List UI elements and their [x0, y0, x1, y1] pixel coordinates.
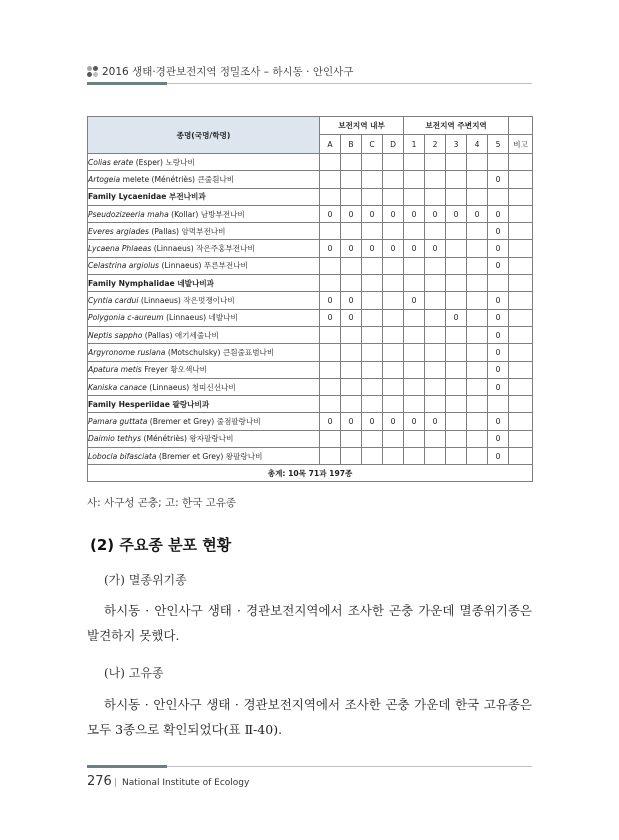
scientific-name: Lycaena Phlaeas — [88, 244, 152, 254]
remark-cell — [509, 344, 533, 361]
korean-name: 노랑나비 — [165, 157, 195, 167]
empty-header-cell — [509, 117, 533, 135]
occurrence-cell: 0 — [488, 448, 509, 465]
occurrence-cell — [362, 378, 383, 395]
occurrence-cell — [383, 171, 404, 188]
occurrence-cell — [467, 378, 488, 395]
running-header — [87, 63, 532, 83]
occurrence-cell: 0 — [488, 240, 509, 257]
occurrence-cell — [320, 430, 341, 447]
remark-cell — [509, 292, 533, 309]
remark-cell — [509, 361, 533, 378]
remark-cell — [509, 257, 533, 274]
occurrence-cell: 0 — [488, 205, 509, 222]
occurrence-cell — [320, 448, 341, 465]
remark-cell — [509, 309, 533, 326]
occurrence-cell — [383, 344, 404, 361]
occurrence-cell — [404, 171, 425, 188]
header-rule — [87, 82, 532, 85]
occurrence-cell — [383, 257, 404, 274]
occurrence-cell — [446, 257, 467, 274]
occurrence-cell — [446, 223, 467, 240]
species-row — [88, 344, 533, 361]
occurrence-cell — [425, 378, 446, 395]
species-row — [88, 205, 533, 222]
occurrence-cell — [467, 257, 488, 274]
remark-cell — [509, 413, 533, 430]
occurrence-cell — [320, 361, 341, 378]
occurrence-cell — [446, 240, 467, 257]
table-footnote: 사: 사구성 곤충; 고: 한국 고유종 — [87, 497, 237, 509]
family-row — [88, 275, 533, 292]
occurrence-cell — [404, 378, 425, 395]
occurrence-cell — [383, 326, 404, 343]
occurrence-cell: 0 — [404, 413, 425, 430]
occurrence-cell — [362, 154, 383, 171]
occurrence-cell: 0 — [446, 309, 467, 326]
species-name — [88, 154, 320, 171]
species-row — [88, 326, 533, 343]
subcolumn-header: 5 — [488, 135, 509, 154]
occurrence-cell: 0 — [488, 361, 509, 378]
korean-name: 큰줄흰나비 — [197, 174, 235, 184]
occurrence-cell — [425, 309, 446, 326]
family-name: Family Lycaenidae 부전나비과 — [88, 188, 320, 205]
occurrence-cell — [341, 154, 362, 171]
korean-name: 남방부전나비 — [200, 209, 245, 219]
korean-name: 황오색나비 — [170, 365, 208, 375]
occurrence-cell — [404, 154, 425, 171]
occurrence-cell: 0 — [341, 413, 362, 430]
occurrence-cell: 0 — [446, 205, 467, 222]
remark-cell — [509, 448, 533, 465]
occurrence-cell — [362, 292, 383, 309]
occurrence-cell — [404, 326, 425, 343]
author-name: (Bremer et Grey) — [149, 417, 215, 427]
subcolumn-header: D — [383, 135, 404, 154]
species-name — [88, 240, 320, 257]
occurrence-cell — [425, 344, 446, 361]
subcolumn-header: 2 — [425, 135, 446, 154]
species-row — [88, 448, 533, 465]
species-row — [88, 257, 533, 274]
occurrence-cell — [446, 292, 467, 309]
author-name: (Linnaeus) — [161, 261, 202, 271]
occurrence-cell — [467, 326, 488, 343]
occurrence-cell — [383, 154, 404, 171]
species-row — [88, 154, 533, 171]
occurrence-cell — [320, 257, 341, 274]
occurrence-cell — [467, 292, 488, 309]
occurrence-cell — [383, 223, 404, 240]
scientific-name: Kaniska canace — [88, 382, 147, 392]
author-name: (Pallas) — [144, 330, 173, 340]
family-name: Family Nymphalidae 네발나비과 — [88, 275, 320, 292]
occurrence-cell — [383, 292, 404, 309]
korean-name: 청띠신선나비 — [191, 382, 236, 392]
species-name — [88, 361, 320, 378]
subcolumn-header: A — [320, 135, 341, 154]
occurrence-cell — [320, 326, 341, 343]
family-name: Family Hesperiidae 팔랑나비과 — [88, 396, 320, 413]
occurrence-cell: 0 — [320, 205, 341, 222]
occurrence-cell: 0 — [383, 240, 404, 257]
scientific-name: Neptis sappho — [88, 330, 143, 340]
occurrence-cell — [383, 378, 404, 395]
occurrence-cell — [341, 223, 362, 240]
occurrence-cell — [446, 378, 467, 395]
occurrence-cell — [362, 326, 383, 343]
occurrence-cell — [446, 361, 467, 378]
occurrence-cell — [341, 326, 362, 343]
occurrence-cell — [467, 309, 488, 326]
korean-name: 애기세줄나비 — [174, 330, 219, 340]
occurrence-cell — [446, 344, 467, 361]
species-row — [88, 171, 533, 188]
remark-cell — [509, 326, 533, 343]
occurrence-cell — [446, 171, 467, 188]
occurrence-cell: 0 — [425, 205, 446, 222]
scientific-name: Pamara guttata — [88, 417, 148, 427]
occurrence-cell: 0 — [320, 413, 341, 430]
species-name — [88, 430, 320, 447]
korean-name: 작은멋쟁이나비 — [183, 296, 235, 306]
author-name: (Motschulsky) — [167, 347, 221, 357]
occurrence-cell — [488, 154, 509, 171]
occurrence-cell — [320, 378, 341, 395]
occurrence-cell — [341, 344, 362, 361]
author-name: (Esper) — [135, 157, 164, 167]
species-name — [88, 292, 320, 309]
species-row — [88, 240, 533, 257]
occurrence-cell — [467, 223, 488, 240]
occurrence-cell — [446, 430, 467, 447]
occurrence-cell — [341, 430, 362, 447]
occurrence-cell: 0 — [383, 413, 404, 430]
korean-name: 네발나비 — [208, 313, 238, 323]
occurrence-cell — [404, 361, 425, 378]
occurrence-cell — [425, 171, 446, 188]
author-name: (Linnaeus) — [153, 244, 194, 254]
occurrence-cell: 0 — [404, 292, 425, 309]
species-name — [88, 309, 320, 326]
korean-name: 줄점팔랑나비 — [216, 417, 261, 427]
occurrence-cell — [425, 223, 446, 240]
korean-name: 작은주홍부전나비 — [196, 244, 255, 254]
occurrence-cell — [467, 154, 488, 171]
species-row — [88, 223, 533, 240]
occurrence-cell: 0 — [488, 223, 509, 240]
remark-cell — [509, 240, 533, 257]
scientific-name: Everes argiades — [88, 226, 149, 236]
occurrence-cell: 0 — [488, 378, 509, 395]
species-row — [88, 292, 533, 309]
occurrence-cell: 0 — [320, 292, 341, 309]
occurrence-cell: 0 — [488, 344, 509, 361]
occurrence-cell — [362, 344, 383, 361]
occurrence-cell — [404, 448, 425, 465]
occurrence-cell — [425, 292, 446, 309]
occurrence-cell — [467, 361, 488, 378]
occurrence-cell: 0 — [488, 309, 509, 326]
occurrence-cell — [404, 309, 425, 326]
species-name — [88, 171, 320, 188]
occurrence-cell: 0 — [362, 240, 383, 257]
occurrence-cell — [341, 378, 362, 395]
family-row — [88, 188, 533, 205]
subcolumn-header: 1 — [404, 135, 425, 154]
occurrence-cell — [404, 257, 425, 274]
occurrence-cell — [341, 361, 362, 378]
korean-name: 왕팔랑나비 — [225, 451, 263, 461]
occurrence-cell — [383, 361, 404, 378]
scientific-name: Artogeia — [88, 174, 121, 184]
subsection-endemic-label: (나) 고유종 — [104, 666, 164, 680]
author-name: (Linnaeus) — [140, 296, 181, 306]
author-name: (Kollar) — [171, 209, 199, 219]
occurrence-cell — [341, 257, 362, 274]
occurrence-cell — [320, 154, 341, 171]
occurrence-cell — [320, 171, 341, 188]
scientific-name: Cyntia cardui — [88, 296, 139, 306]
author-name: (Linnaeus) — [149, 382, 190, 392]
occurrence-cell — [362, 448, 383, 465]
occurrence-cell: 0 — [362, 413, 383, 430]
occurrence-cell: 0 — [341, 240, 362, 257]
remark-cell — [509, 223, 533, 240]
occurrence-cell — [467, 240, 488, 257]
scientific-name: Lobocla bifasciata — [88, 451, 157, 461]
header-dots-icon — [87, 66, 99, 78]
scientific-name: Colias erate — [88, 157, 134, 167]
occurrence-cell — [446, 448, 467, 465]
occurrence-cell: 0 — [383, 205, 404, 222]
species-name — [88, 257, 320, 274]
occurrence-cell: 0 — [467, 205, 488, 222]
scientific-name: Argyronome ruslana — [88, 347, 166, 357]
occurrence-cell: 0 — [320, 309, 341, 326]
occurrence-cell: 0 — [341, 292, 362, 309]
occurrence-cell — [362, 223, 383, 240]
remark-cell — [509, 171, 533, 188]
occurrence-cell: 0 — [320, 240, 341, 257]
species-name — [88, 205, 320, 222]
subcolumn-header: C — [362, 135, 383, 154]
occurrence-cell: 0 — [341, 205, 362, 222]
occurrence-cell — [467, 171, 488, 188]
occurrence-cell: 0 — [488, 326, 509, 343]
occurrence-cell: 0 — [425, 240, 446, 257]
korean-name: 암먹부전나비 — [181, 226, 226, 236]
author-name: (Linnaeus) — [166, 313, 207, 323]
species-name — [88, 378, 320, 395]
occurrence-cell — [425, 361, 446, 378]
scientific-name: Daimio tethys — [88, 434, 142, 444]
occurrence-cell: 0 — [488, 257, 509, 274]
subcolumn-header: 3 — [446, 135, 467, 154]
author-name: (Pallas) — [151, 226, 180, 236]
occurrence-cell — [320, 344, 341, 361]
occurrence-cell — [425, 448, 446, 465]
section-heading: (2) 주요종 분포 현황 — [90, 536, 232, 554]
footer-organization: National Institute of Ecology — [122, 778, 250, 788]
occurrence-cell: 0 — [488, 430, 509, 447]
species-column-header: 종명(국명/학명) — [88, 117, 320, 154]
occurrence-cell — [362, 430, 383, 447]
table-total: 총계: 10목 71과 197종 — [88, 465, 533, 482]
subcolumn-header: 4 — [467, 135, 488, 154]
occurrence-cell: 0 — [488, 171, 509, 188]
occurrence-cell — [362, 309, 383, 326]
occurrence-cell: 0 — [404, 240, 425, 257]
page-number: 276 — [87, 774, 112, 789]
occurrence-cell: 0 — [362, 205, 383, 222]
author-name: (Ménétriès) — [143, 434, 187, 444]
species-row — [88, 378, 533, 395]
scientific-name: Pseudozizeeria maha — [88, 209, 169, 219]
author-name: (Bremer et Grey) — [158, 451, 224, 461]
occurrence-cell — [362, 171, 383, 188]
occurrence-cell — [383, 430, 404, 447]
species-row — [88, 309, 533, 326]
occurrence-cell: 0 — [425, 413, 446, 430]
occurrence-cell — [404, 223, 425, 240]
occurrence-cell — [425, 257, 446, 274]
occurrence-cell — [383, 448, 404, 465]
species-row — [88, 413, 533, 430]
species-row — [88, 361, 533, 378]
occurrence-cell — [446, 326, 467, 343]
footer-separator: | — [114, 778, 118, 788]
remarks-column-header: 비고 — [509, 135, 533, 154]
occurrence-cell — [467, 430, 488, 447]
occurrence-cell: 0 — [341, 309, 362, 326]
outer-area-header: 보전지역 주변지역 — [404, 117, 509, 135]
subsection-endangered-label: (가) 멸종위기종 — [104, 573, 187, 587]
korean-name: 왕자팔랑나비 — [189, 434, 234, 444]
species-row — [88, 430, 533, 447]
occurrence-cell — [383, 309, 404, 326]
species-name — [88, 344, 320, 361]
remark-cell — [509, 205, 533, 222]
inner-area-header: 보전지역 내부 — [320, 117, 404, 135]
occurrence-cell — [320, 223, 341, 240]
occurrence-cell — [467, 448, 488, 465]
author-name: melete (Ménétriès) — [122, 174, 196, 184]
occurrence-cell — [341, 171, 362, 188]
occurrence-cell — [446, 154, 467, 171]
subsection-endangered-text: 하시동 · 안인사구 생태 · 경관보전지역에서 조사한 곤충 가운데 멸종위기종은 발견하지 못했다. — [87, 603, 532, 643]
scientific-name: Apatura metis — [88, 365, 142, 375]
author-name: Freyer — [144, 365, 168, 375]
occurrence-cell: 0 — [488, 413, 509, 430]
occurrence-cell: 0 — [404, 205, 425, 222]
family-row — [88, 396, 533, 413]
species-name — [88, 413, 320, 430]
occurrence-cell — [446, 413, 467, 430]
occurrence-cell — [425, 326, 446, 343]
remark-cell — [509, 378, 533, 395]
running-header-title: 2016 생태·경관보전지역 정밀조사 – 하시동 · 안인사구 — [102, 66, 354, 78]
occurrence-cell — [341, 448, 362, 465]
footer-rule — [87, 765, 532, 768]
korean-name: 푸른부전나비 — [203, 261, 248, 271]
remark-cell — [509, 154, 533, 171]
occurrence-cell — [425, 154, 446, 171]
species-table — [87, 116, 533, 482]
scientific-name: Celastrina argiolus — [88, 261, 160, 271]
occurrence-cell — [404, 344, 425, 361]
species-name — [88, 448, 320, 465]
subcolumn-header: B — [341, 135, 362, 154]
subsection-endemic-text: 하시동 · 안인사구 생태 · 경관보전지역에서 조사한 곤충 가운데 한국 고유종은 모두 3종으로 확인되었다(표 Ⅱ-40). — [87, 697, 532, 737]
occurrence-cell: 0 — [488, 292, 509, 309]
occurrence-cell — [425, 430, 446, 447]
remark-cell — [509, 430, 533, 447]
occurrence-cell — [362, 361, 383, 378]
occurrence-cell — [467, 413, 488, 430]
occurrence-cell — [467, 344, 488, 361]
species-name — [88, 223, 320, 240]
species-name — [88, 326, 320, 343]
occurrence-cell — [404, 430, 425, 447]
korean-name: 큰흰줄표범나비 — [222, 347, 275, 357]
occurrence-cell — [362, 257, 383, 274]
scientific-name: Polygonia c-aureum — [88, 313, 164, 323]
